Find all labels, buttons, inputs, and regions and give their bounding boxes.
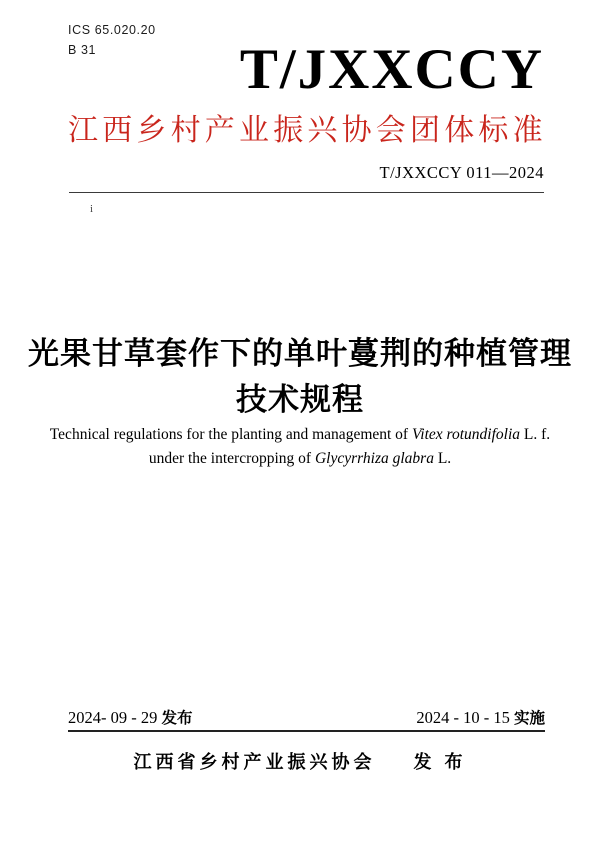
document-title <box>0 331 600 423</box>
header-rule <box>69 192 544 193</box>
association-standard-banner: 江西乡村产业振兴协会团体标准 <box>68 114 547 147</box>
document-title-line2: 技术规程 <box>236 382 364 417</box>
classification-code: B 31 <box>68 43 97 57</box>
english-subtitle-text: L. f. <box>520 426 551 443</box>
english-subtitle-text: under the intercropping of <box>148 450 315 467</box>
english-subtitle-text: Technical regulations for the planting and management of <box>49 426 412 443</box>
ics-code: ICS 65.020.20 <box>68 23 156 37</box>
issue-date <box>68 706 193 728</box>
latin-name-vitex: Vitex rotundifolia <box>411 426 521 443</box>
publish-label: 发 布 <box>413 752 467 772</box>
implementation-date <box>416 706 545 728</box>
issue-date-value: 2024- 09 - 29 <box>68 708 162 727</box>
page-marker: i <box>90 203 94 215</box>
document-title-line1: 光果甘草套作下的单叶蔓荆的种植管理 <box>28 336 572 371</box>
english-subtitle-text: L. <box>433 450 452 467</box>
issue-date-label: 发布 <box>161 710 193 727</box>
implementation-date-value: 2024 - 10 - 15 <box>416 708 514 727</box>
implementation-date-label: 实施 <box>513 710 545 727</box>
standard-code-masthead: T/JXXCCY <box>239 38 544 101</box>
latin-name-glycyrrhiza: Glycyrrhiza glabra <box>314 450 434 467</box>
meta-block <box>68 20 156 60</box>
english-subtitle <box>0 423 600 471</box>
publisher-row <box>0 748 600 774</box>
publisher-name: 江西省乡村产业振兴协会 <box>133 752 376 772</box>
document-number: T/JXXCCY 011—2024 <box>379 163 544 182</box>
dates-row <box>68 706 545 732</box>
